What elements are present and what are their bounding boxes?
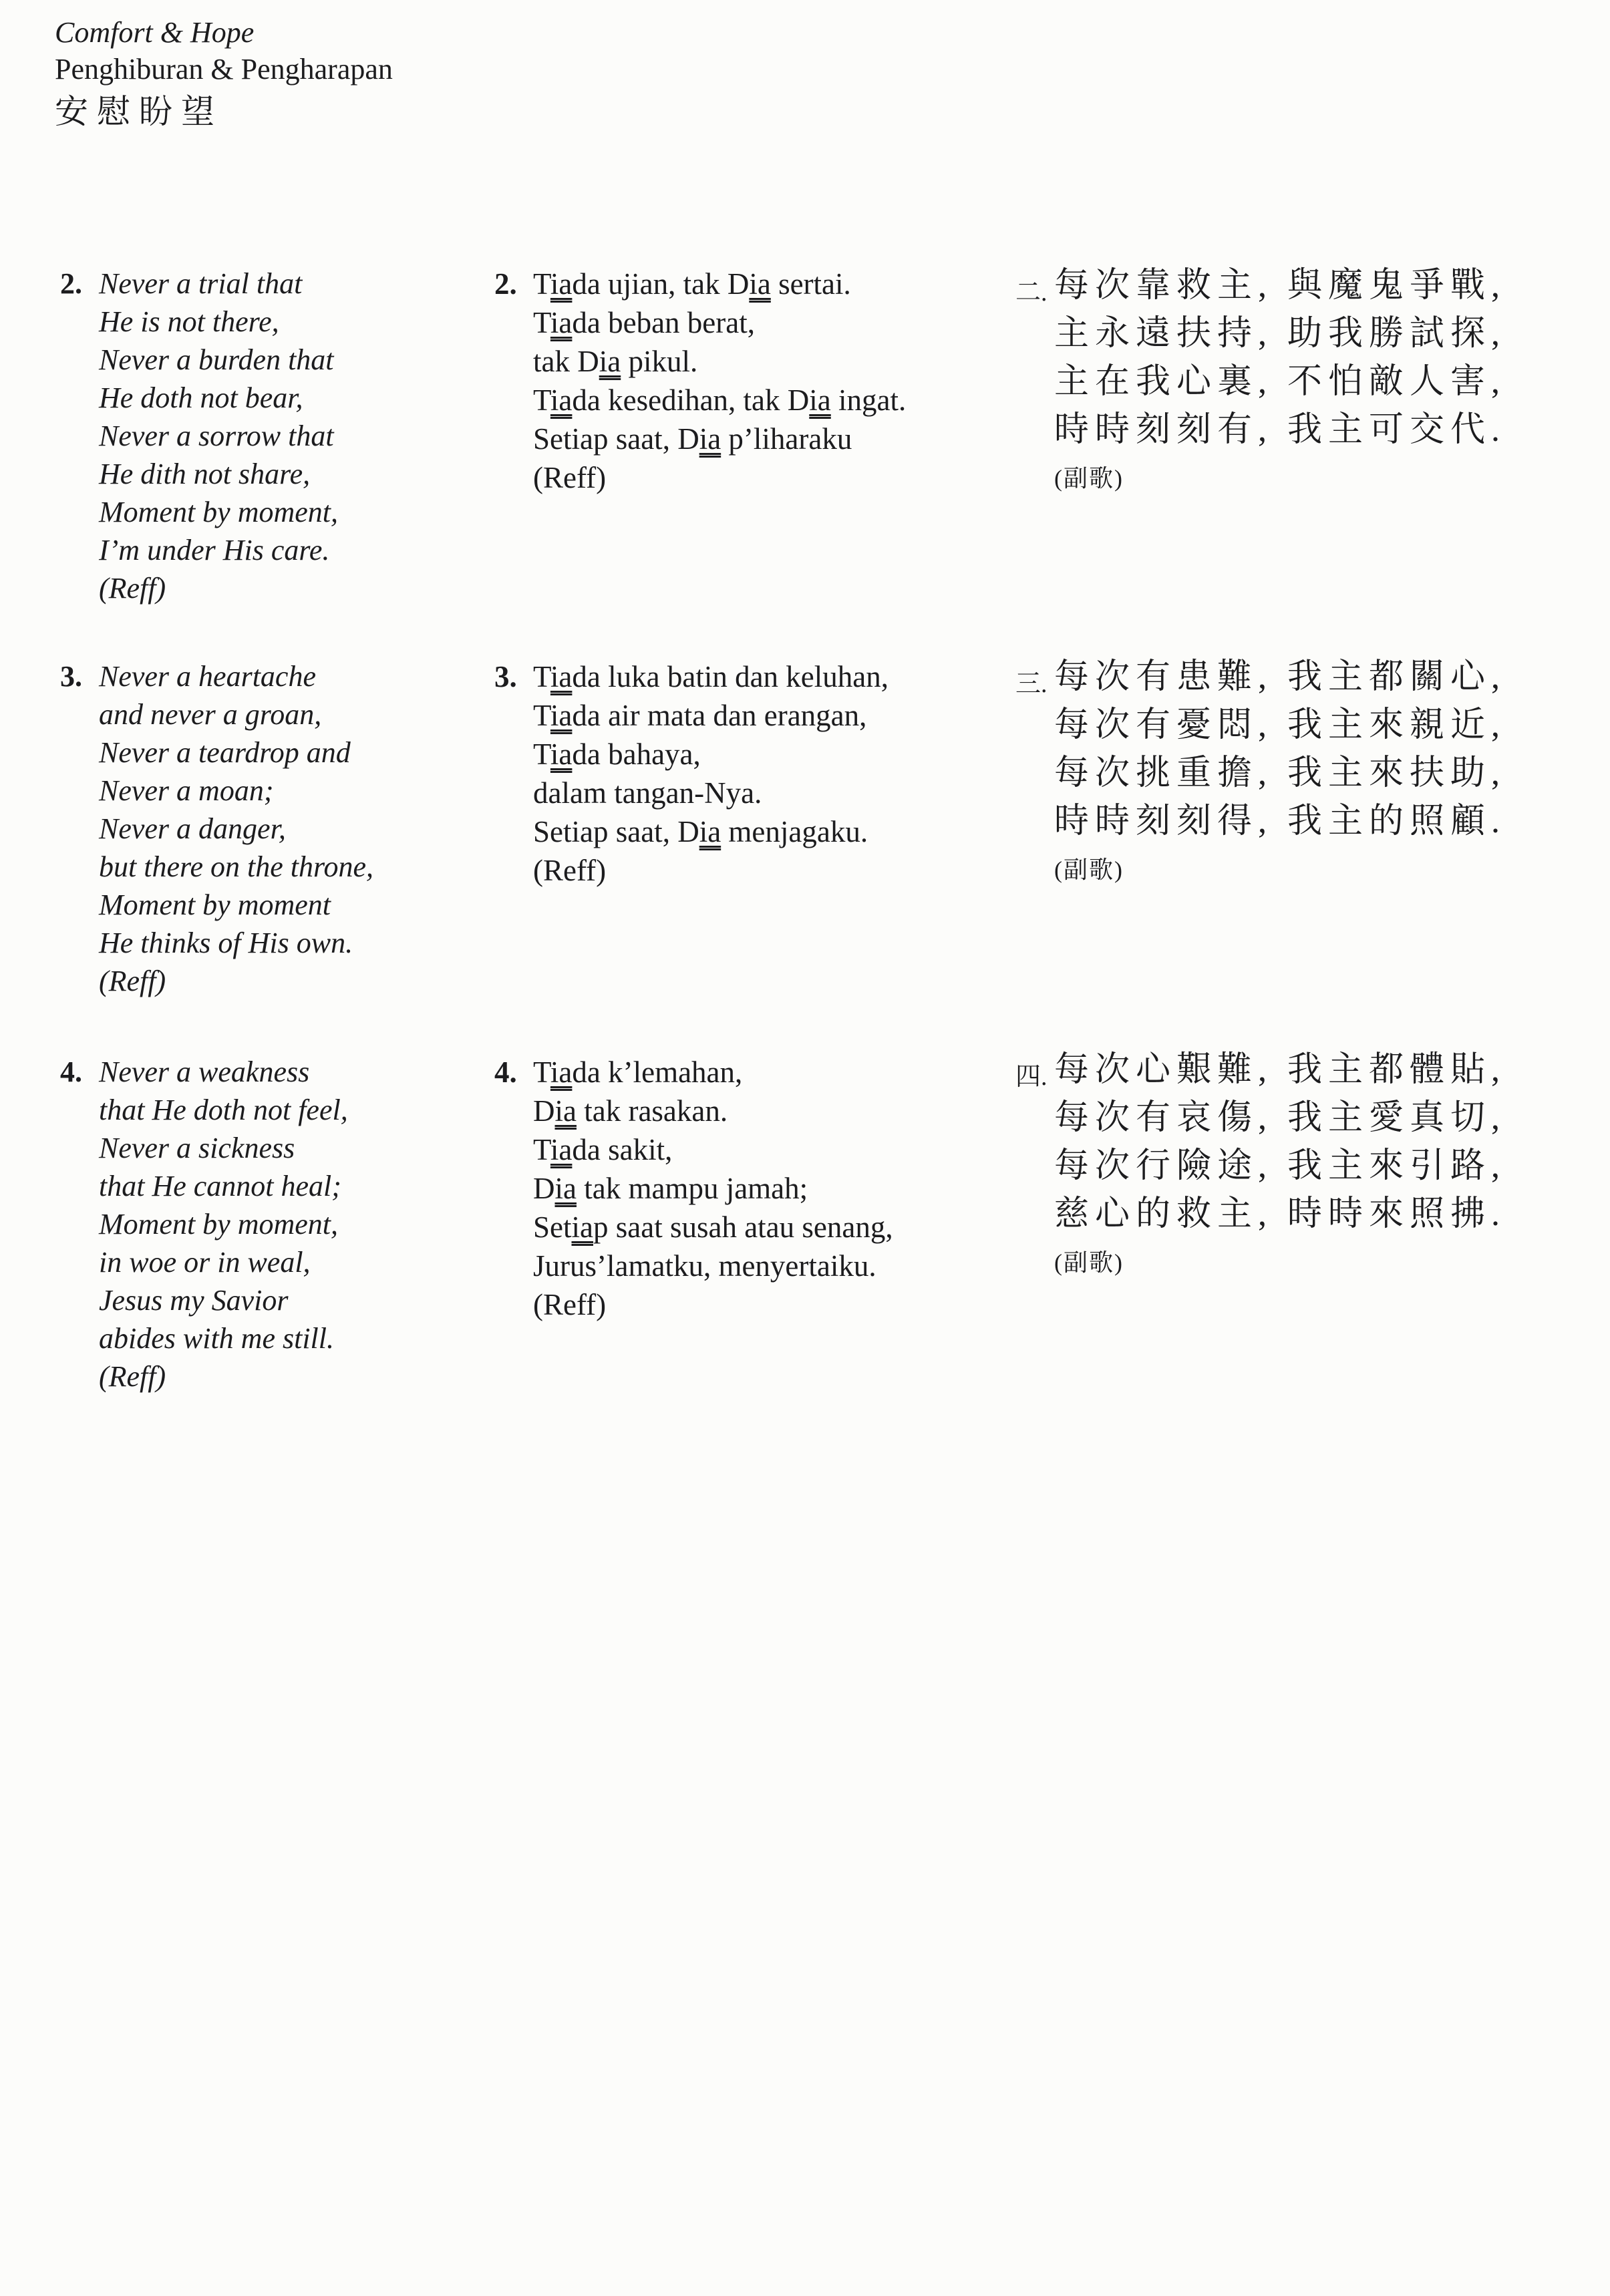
verse-line: Tiada kesedihan, tak Dia ingat. [533, 383, 907, 417]
verse-line: He dith not share, [99, 458, 311, 490]
verse-line: Jurus’lamatku, menyertaiku. [533, 1249, 876, 1283]
underlined-syllable: ia [571, 1210, 593, 1244]
verse-number: 2. [60, 267, 82, 300]
verse-line: Never a danger, [99, 812, 286, 845]
verse-line: Tiada air mata dan erangan, [533, 699, 867, 732]
verse-number: 二. [1015, 279, 1048, 307]
verse-lines [533, 265, 1002, 497]
verse-line: Never a burden that [99, 343, 334, 376]
verse-chinese-4 [1015, 1046, 1563, 1287]
verse-line: (Reff) [533, 461, 607, 494]
underlined-syllable: ia [550, 1055, 573, 1089]
underlined-syllable: ia [749, 267, 771, 301]
verse-number: 3. [494, 660, 517, 693]
verse-line: Tiada k’lemahan, [533, 1055, 743, 1089]
verse-line: (Reff) [99, 572, 166, 605]
underlined-syllable: ia [550, 699, 573, 732]
verse-line: He doth not bear, [99, 381, 303, 414]
underlined-syllable: ia [699, 422, 721, 456]
underlined-syllable: ia [550, 306, 573, 339]
verse-line: that He doth not feel, [99, 1094, 348, 1126]
verse-line: dalam tangan-Nya. [533, 776, 762, 810]
underlined-syllable: ia [554, 1094, 577, 1128]
verse-line: (副歌) [1054, 465, 1124, 492]
verse-lines [533, 657, 1002, 890]
verse-line: Dia tak mampu jamah; [533, 1172, 808, 1205]
verse-line: Tiada sakit, [533, 1133, 673, 1166]
verse-indonesian-3 [494, 657, 1002, 890]
verse-line: 每次心艱難, 我主都體貼, [1054, 1051, 1506, 1089]
verse-line: 每次挑重擔, 我主來扶助, [1054, 754, 1506, 792]
verse-line: 主在我心裏, 不怕敵人害, [1054, 363, 1506, 401]
underlined-syllable: ia [550, 737, 573, 771]
verse-line: Tiada beban berat, [533, 306, 755, 339]
verse-line: and never a groan, [99, 698, 322, 731]
verse-line: Never a teardrop and [99, 736, 351, 769]
verse-line: (Reff) [533, 1288, 607, 1321]
verse-line: Setiap saat, Dia menjagaku. [533, 815, 868, 848]
verse-line: Moment by moment, [99, 496, 339, 528]
verse-lines [99, 1053, 468, 1396]
verse-line: Tiada luka batin dan keluhan, [533, 660, 889, 693]
verse-line: 主永遠扶持, 助我勝試探, [1054, 315, 1506, 353]
verse-line: 每次有憂悶, 我主來親近, [1054, 706, 1506, 744]
verse-chinese-3 [1015, 653, 1563, 894]
underlined-syllable: ia [550, 1133, 573, 1166]
verse-line: Never a moan; [99, 774, 274, 807]
verse-line: Tiada bahaya, [533, 737, 701, 771]
verse-line: He is not there, [99, 305, 279, 338]
verse-english-2 [60, 265, 468, 607]
verse-line: that He cannot heal; [99, 1170, 341, 1202]
verse-line: (Reff) [99, 1360, 166, 1393]
verse-line: Setiap saat, Dia p’liharaku [533, 422, 852, 456]
verse-line: tak Dia pikul. [533, 345, 698, 378]
verse-line: (副歌) [1054, 856, 1124, 883]
underlined-syllable: ia [550, 660, 573, 693]
verse-number: 4. [60, 1055, 82, 1088]
verse-line: Moment by moment [99, 888, 331, 921]
verse-lines [99, 657, 468, 1000]
verse-line: 時時刻刻得, 我主的照顧. [1054, 802, 1506, 840]
verse-english-4 [60, 1053, 468, 1396]
verse-line: abides with me still. [99, 1322, 334, 1355]
verse-line: He thinks of His own. [99, 927, 353, 959]
verse-number: 四. [1015, 1063, 1048, 1091]
underlined-syllable: ia [550, 383, 573, 417]
verse-lines [1054, 1046, 1563, 1287]
verse-lines [1054, 653, 1563, 894]
verse-line: Dia tak rasakan. [533, 1094, 728, 1128]
verse-lines [99, 265, 468, 607]
verse-number: 3. [60, 660, 82, 693]
verse-line: 每次行險途, 我主來引路, [1054, 1147, 1506, 1185]
verse-line: Never a sickness [99, 1132, 295, 1164]
verse-number: 4. [494, 1055, 517, 1089]
verse-line: I’m under His care. [99, 534, 330, 566]
title-indonesian: Penghiburan & Pengharapan [55, 53, 393, 86]
verse-line: Tiada ujian, tak Dia sertai. [533, 267, 851, 301]
verse-line: 每次有患難, 我主都關心, [1054, 658, 1506, 696]
verse-number: 2. [494, 267, 517, 301]
verse-line: Setiap saat susah atau senang, [533, 1210, 893, 1244]
verse-line: 每次有哀傷, 我主愛真切, [1054, 1099, 1506, 1137]
verse-line: 時時刻刻有, 我主可交代. [1054, 411, 1506, 449]
underlined-syllable: ia [554, 1172, 577, 1205]
verse-line: (副歌) [1054, 1249, 1124, 1276]
verse-line: Moment by moment, [99, 1208, 339, 1241]
underlined-syllable: ia [599, 345, 621, 378]
verse-line: Jesus my Savior [99, 1284, 289, 1317]
verse-line: 慈心的救主, 時時來照拂. [1054, 1195, 1506, 1233]
verse-line: Never a heartache [99, 660, 316, 693]
verse-line: Never a trial that [99, 267, 303, 300]
verse-chinese-2 [1015, 262, 1563, 502]
verse-line: Never a sorrow that [99, 420, 334, 452]
verse-line: Never a weakness [99, 1055, 310, 1088]
verse-line: but there on the throne, [99, 850, 373, 883]
page-header [55, 15, 393, 135]
verse-english-3 [60, 657, 468, 1000]
verse-line: (Reff) [533, 854, 607, 887]
verse-line: (Reff) [99, 965, 166, 997]
verse-number: 三. [1015, 670, 1048, 698]
verse-indonesian-4 [494, 1053, 1002, 1324]
underlined-syllable: ia [699, 815, 721, 848]
verse-line: in woe or in weal, [99, 1246, 311, 1279]
underlined-syllable: ia [550, 267, 573, 301]
verse-lines [533, 1053, 1002, 1324]
verse-lines [1054, 262, 1563, 502]
title-english: Comfort & Hope [55, 16, 255, 49]
verse-line: 每次靠救主, 與魔鬼爭戰, [1054, 267, 1506, 305]
underlined-syllable: ia [809, 383, 831, 417]
verse-indonesian-2 [494, 265, 1002, 497]
title-chinese: 安慰盼望 [55, 93, 223, 130]
